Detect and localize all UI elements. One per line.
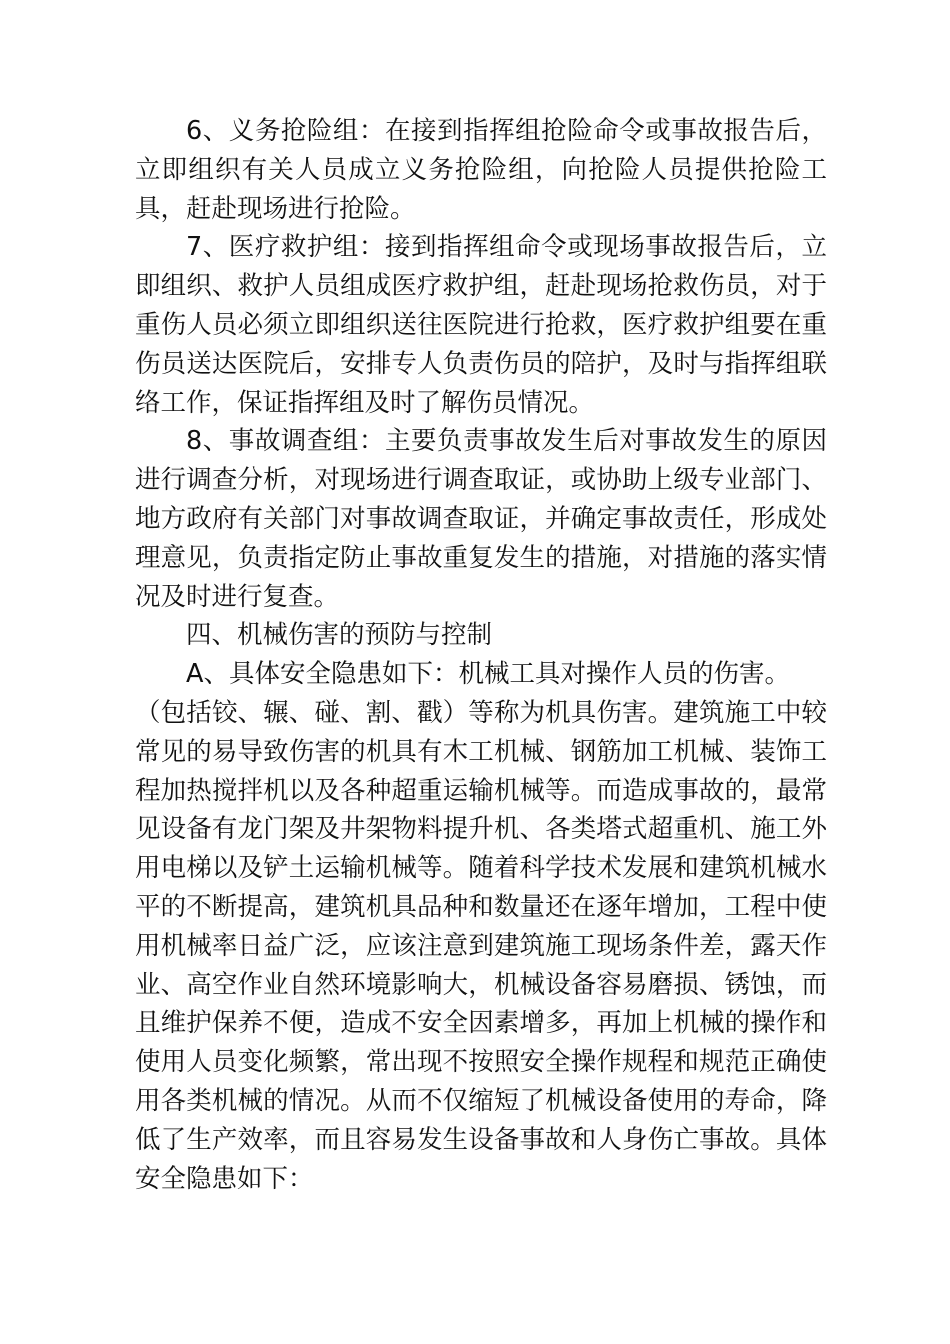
paragraph-medical-team: 7、医疗救护组：接到指挥组命令或现场事故报告后，立即组织、救护人员组成医疗救护组，赶赴现场抢救伤员，对于重伤人员必须立即组织送往医院进行抢救，医疗救护组要在重伤员送达医院后，安排专人负责伤员的陪护，及时与指挥组联络工作，保证指挥组及时了解伤员情况。	[135, 232, 827, 418]
paragraph-rescue-team: 6、义务抢险组：在接到指挥组抢险命令或事故报告后，立即组织有关人员成立义务抢险组，向抢险人员提供抢险工具，赶赴现场进行抢险。	[135, 116, 827, 224]
paragraph-investigation-team: 8、事故调查组：主要负责事故发生后对事故发生的原因进行调查分析，对现场进行调查取证，或协助上级专业部门、地方政府有关部门对事故调查取证，并确定事故责任，形成处理意见，负责指定防止事故重复发生的措施，对措施的落实情况及时进行复查。	[135, 426, 827, 612]
paragraph-hazards-intro: A、具体安全隐患如下：机械工具对操作人员的伤害。	[186, 659, 790, 690]
section-heading-mechanical-injury: 四、机械伤害的预防与控制	[186, 620, 493, 651]
document-page	[135, 112, 827, 1198]
paragraph-hazards-detail: （包括铰、辗、碰、割、戳）等称为机具伤害。建筑施工中较常见的易导致伤害的机具有木工机械、钢筋加工机械、装饰工程加热搅拌机以及各种超重运输机械等。而造成事故的，最常见设备有龙门架及井架物料提升机、各类塔式超重机、施工外用电梯以及铲土运输机械等。随着科学技术发展和建筑机械水平的不断提高，建筑机具品种和数量还在逐年增加，工程中使用机械率日益广泛，应该注意到建筑施工现场条件差，露天作业、高空作业自然环境影响大，机械设备容易磨损、锈蚀，而且维护保养不便，造成不安全因素增多，再加上机械的操作和使用人员变化频繁，常出现不按照安全操作规程和规范正确使用各类机械的情况。从而不仅缩短了机械设备使用的寿命，降低了生产效率，而且容易发生设备事故和人身伤亡事故。具体安全隐患如下：	[135, 697, 827, 1194]
